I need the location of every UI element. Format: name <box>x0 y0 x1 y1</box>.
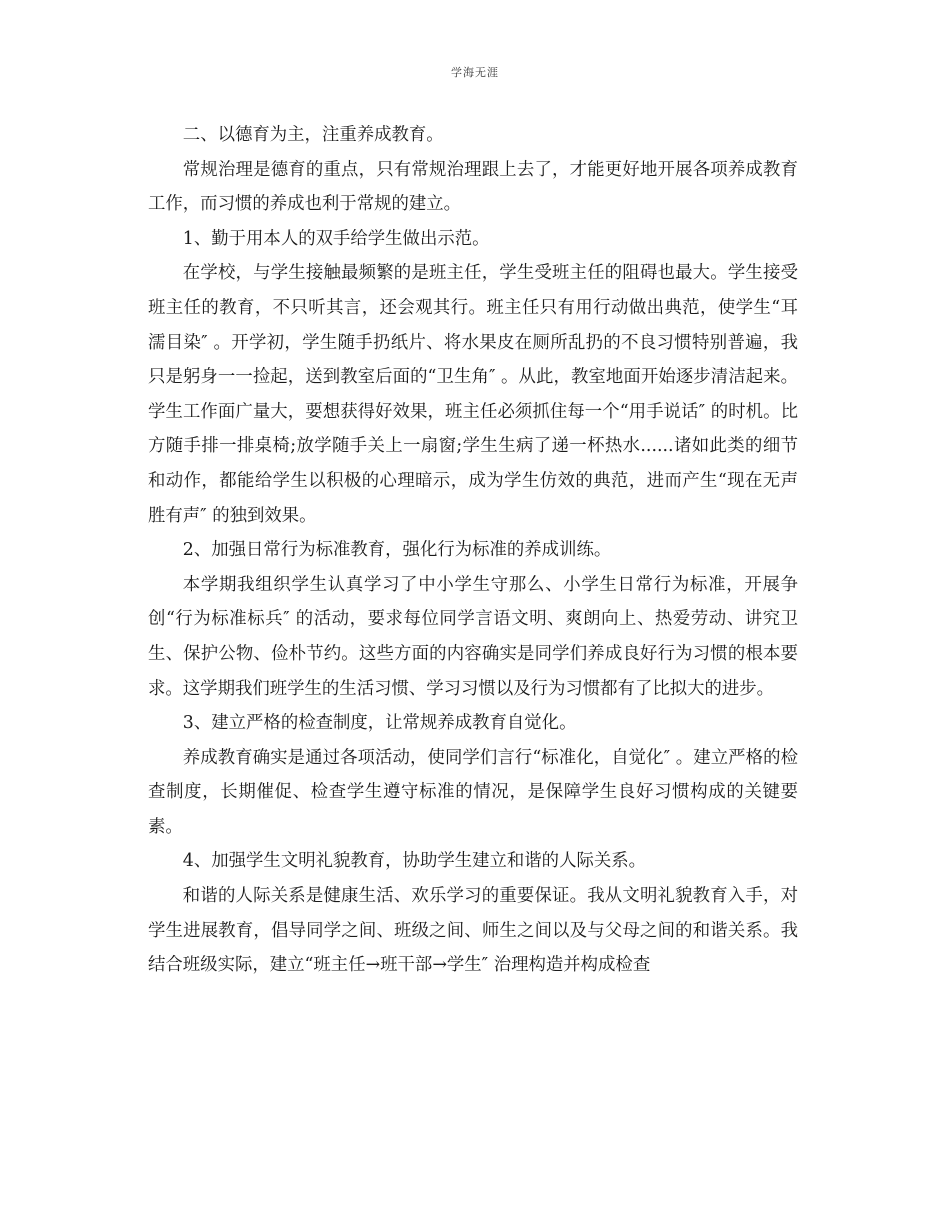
body-paragraph: 养成教育确实是通过各项活动，使同学们言行“标准化，自觉化″ 。建立严格的检查制度，长期催促、检查学生遵守标准的情况，是保障学生良好习惯构成的关键要素。 <box>148 747 798 837</box>
subsection-heading: 2、加强日常行为标准教育，强化行为标准的养成训练。 <box>182 540 612 561</box>
subsection-heading: 4、加强学生文明礼貌教育，协助学生建立和谐的人际关系。 <box>182 851 647 872</box>
body-paragraph: 和谐的人际关系是健康生活、欢乐学习的重要保证。我从文明礼貌教育入手，对学生进展教育，倡导同学之间、班级之间、师生之间以及与父母之间的和谐关系。我结合班级实际，建立“班主任→班干部→学生″ 治理构造并构成检查 <box>148 886 798 976</box>
document-body <box>148 118 798 983</box>
section-heading: 二、以德育为主，注重养成教育。 <box>182 125 444 145</box>
page-header: 学海无涯 <box>451 66 499 79</box>
body-paragraph: 常规治理是德育的重点，只有常规治理跟上去了，才能更好地开展各项养成教育工作，而习惯的养成也利于常规的建立。 <box>148 159 798 215</box>
body-paragraph: 本学期我组织学生认真学习了中小学生守那么、小学生日常行为标准，开展争创“行为标准标兵″ 的活动，要求每位同学言语文明、爽朗向上、热爱劳动、讲究卫生、保护公物、俭朴节约。这些方面的内容确实是同学们养成良好行为习惯的根本要求。这学期我们班学生的生活习惯、学习习惯以及行为习惯都有了比拟大的进步。 <box>148 574 798 699</box>
subsection-heading: 1、勤于用本人的双手给学生做出示范。 <box>182 228 490 249</box>
body-paragraph: 在学校，与学生接触最频繁的是班主任，学生受班主任的阻碍也最大。学生接受班主任的教育，不只听其言，还会观其行。班主任只有用行动做出典范，使学生“耳濡目染″ 。开学初，学生随手扔纸片、将水果皮在厕所乱扔的不良习惯特别普遍，我只是躬身一一捡起，送到教室后面的“卫生角″ 。从此，教室地面开始逐步清洁起来。学生工作面广量大，要想获得好效果，班主任必须抓住每一个“用手说话″ 的时机。比方随手排一排桌椅;放学随手关上一扇窗;学生生病了递一杯热水......诸如此类的细节和动作，都能给学生以积极的心理暗示，成为学生仿效的典范，进而产生“现在无声胜有声″ 的独到效果。 <box>148 263 798 526</box>
subsection-heading: 3、建立严格的检查制度，让常规养成教育自觉化。 <box>182 713 577 734</box>
